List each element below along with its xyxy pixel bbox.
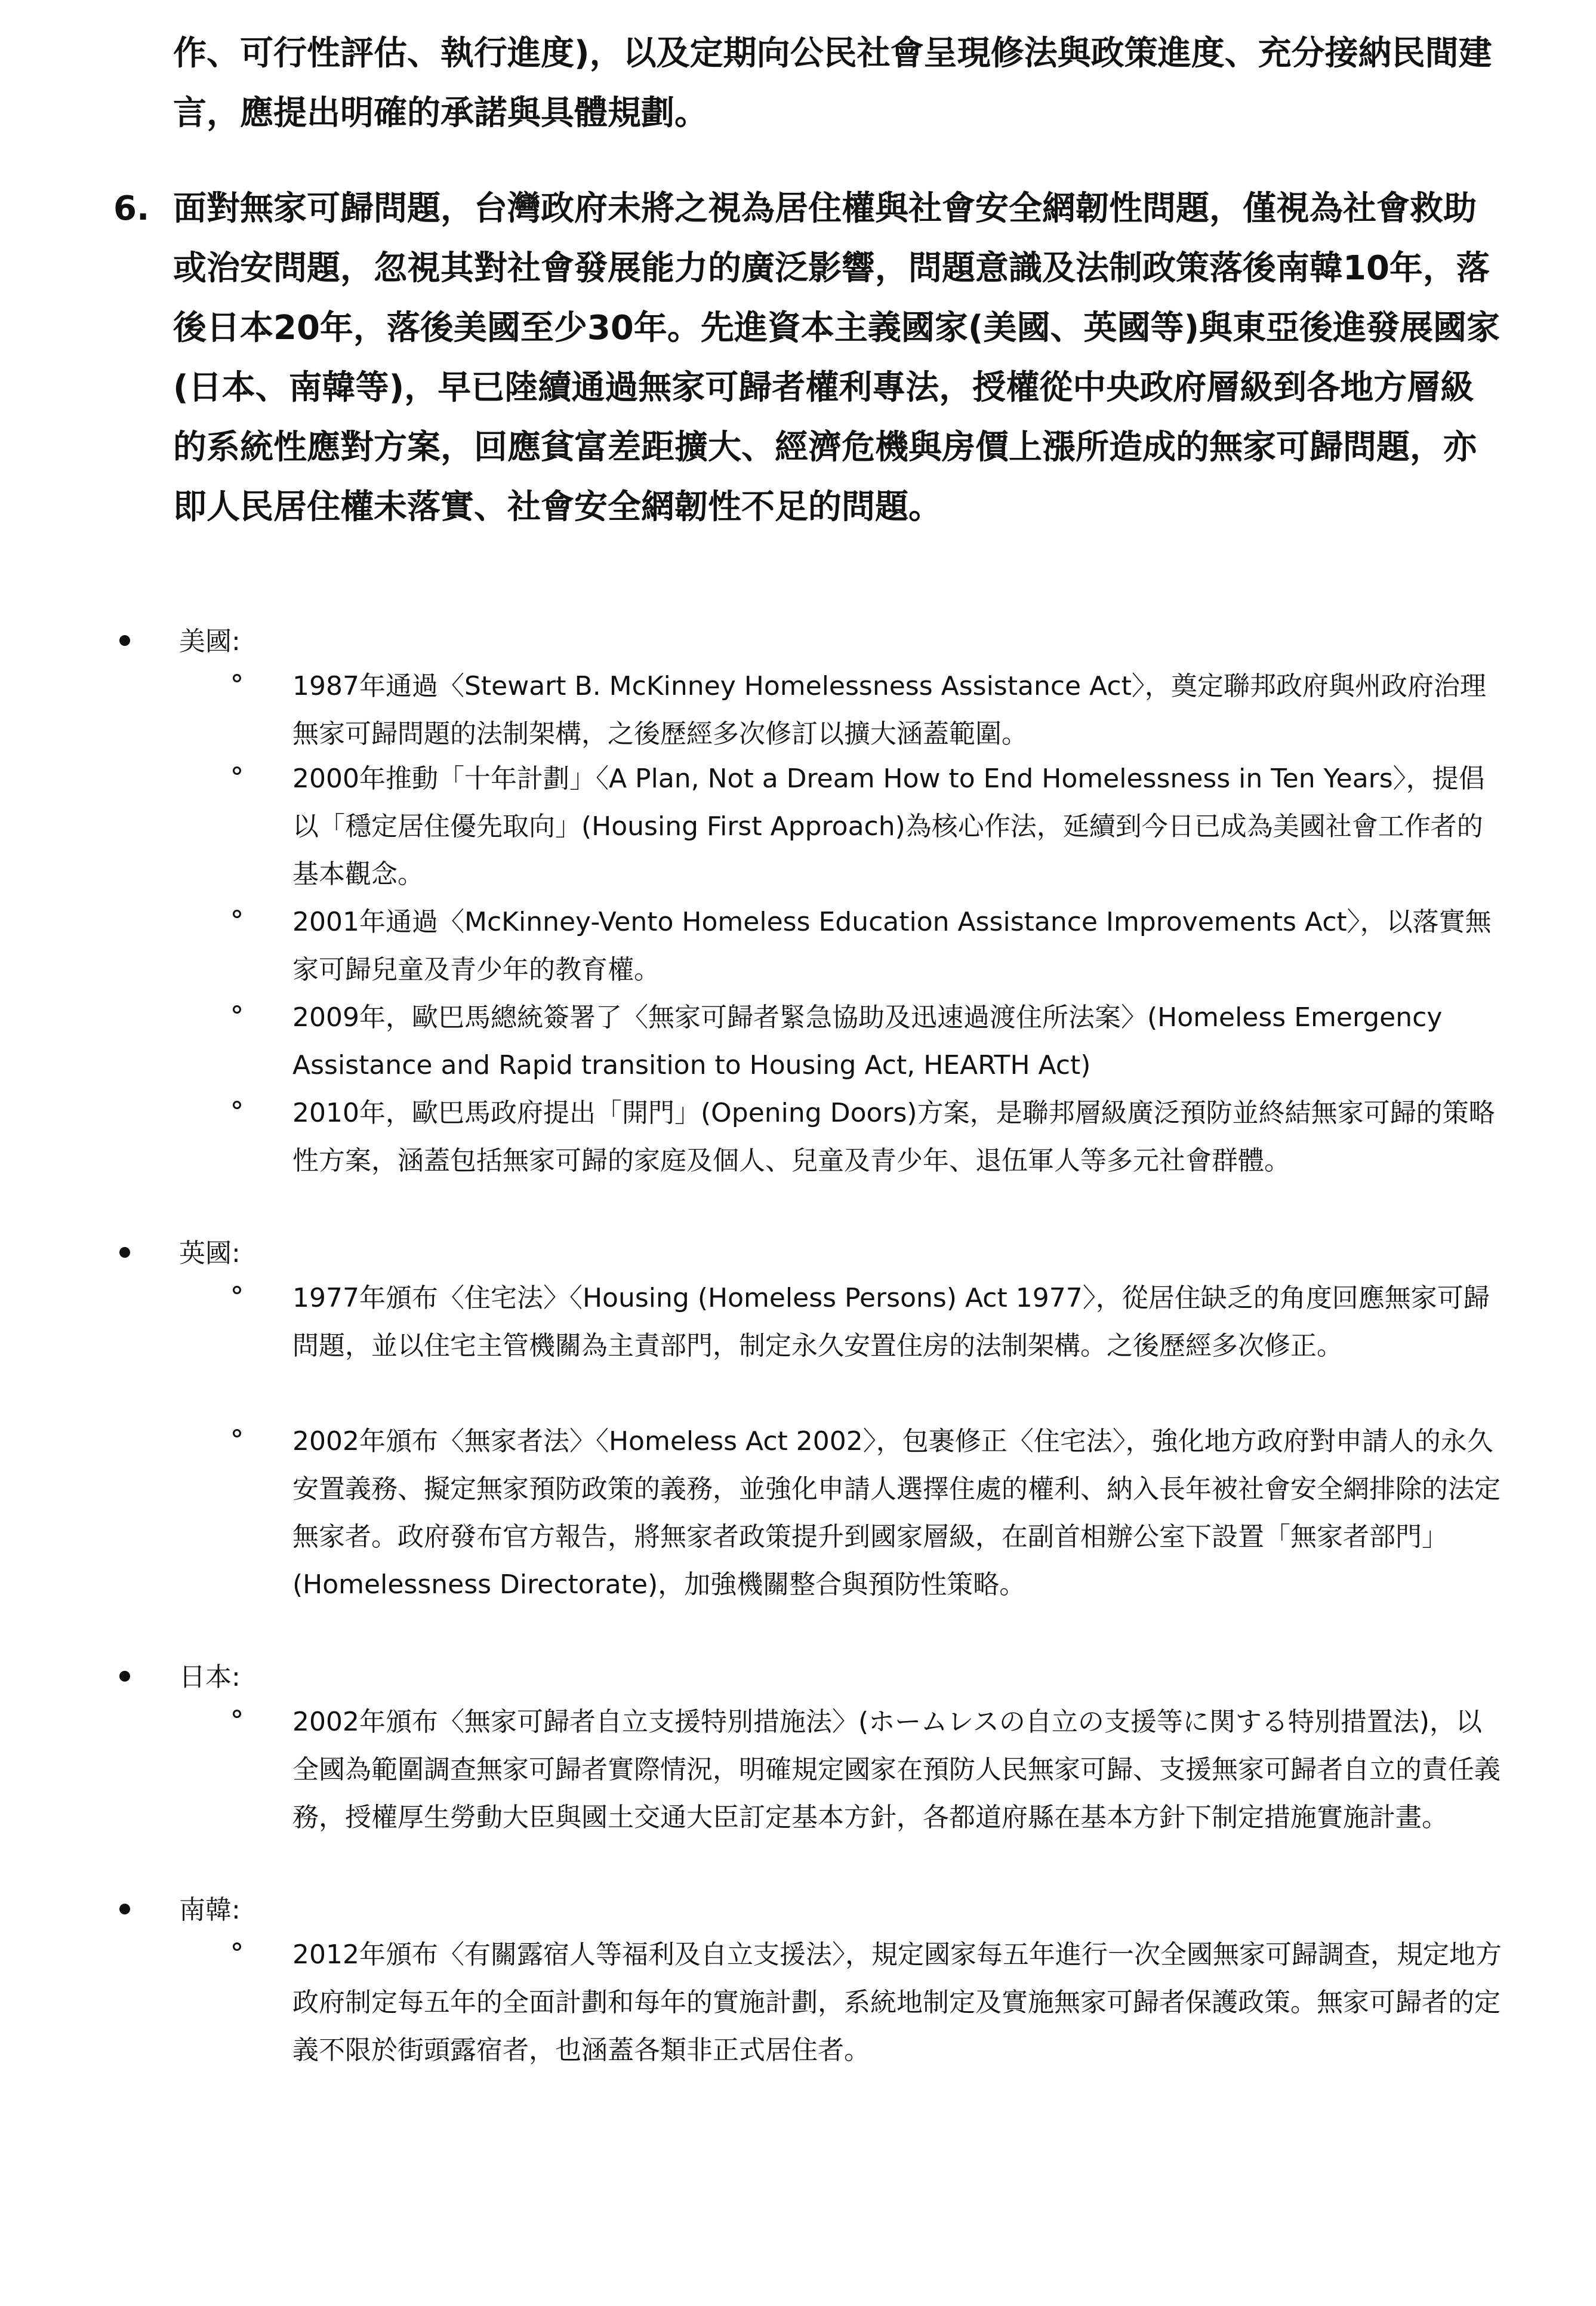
bullet-icon: [119, 1247, 130, 1258]
circle-bullet-icon: [233, 766, 241, 775]
item-number: 6.: [113, 189, 150, 228]
list-item-text: 1977年頒布〈住宅法〉〈Housing (Homeless Persons) Act 1977〉，從居住缺乏的角度回應無家可歸問題，並以住宅主管機關為主責部門，制定永久安置住房的法制架構。之後歷經多次修正。: [292, 1283, 1490, 1361]
list-item-text: 2000年推動「十年計劃」〈A Plan, Not a Dream How to End Homelessness in Ten Years〉，提倡以「穩定居住優先取向」(Housing First Approach)為核心作法，延續到今日已成為美國社會工作者的基本觀念。: [292, 763, 1485, 889]
continuation-paragraph: 作、可行性評估、執行進度)，以及定期向公民社會呈現修法與政策進度、充分接納民間建言，應提出明確的承諾與具體規劃。: [173, 34, 1492, 133]
country-name: 美國:: [179, 626, 241, 657]
circle-bullet-icon: [233, 910, 241, 918]
circle-bullet-icon: [233, 1101, 241, 1109]
list-item-text: 2001年通過〈McKinney-Vento Homeless Education Assistance Improvements Act〉，以落實無家可歸兒童及青少年的教育權。: [292, 907, 1492, 985]
circle-bullet-icon: [233, 1429, 241, 1437]
list-item-text: 2002年頒布〈無家者法〉〈Homeless Act 2002〉，包裹修正〈住宅法〉，強化地方政府對申請人的永久安置義務、擬定無家預防政策的義務，並強化申請人選擇住處的權利、納入長年被社會安全網排除的法定無家者。政府發布官方報告，將無家者政策提升到國家層級，在副首相辦公室下設置「無家者部門」(Homelessness Directorate)，加強機關整合與預防性策略。: [292, 1426, 1501, 1600]
list-item-text: 2002年頒布〈無家可歸者自立支援特別措施法〉(ホームレスの自立の支援等に関する特別措置法)，以全國為範圍調查無家可歸者實際情況，明確規定國家在預防人民無家可歸、支援無家可歸者自立的責任義務，授權厚生勞動大臣與國土交通大臣訂定基本方針，各都道府縣在基本方針下制定措施實施計畫。: [292, 1707, 1501, 1833]
circle-bullet-icon: [233, 1942, 241, 1951]
circle-bullet-icon: [233, 1286, 241, 1294]
list-item-text: 2010年，歐巴馬政府提出「開門」(Opening Doors)方案，是聯邦層級廣泛預防並終結無家可歸的策略性方案，涵蓋包括無家可歸的家庭及個人、兒童及青少年、退伍軍人等多元社會群體。: [292, 1098, 1495, 1176]
bullet-icon: [119, 1904, 130, 1914]
circle-bullet-icon: [233, 1005, 241, 1014]
country-name: 南韓:: [179, 1895, 241, 1925]
circle-bullet-icon: [233, 674, 241, 682]
list-item-text: 2009年，歐巴馬總統簽署了〈無家可歸者緊急協助及迅速過渡住所法案〉(Homeless Emergency Assistance and Rapid transition to Housing Act, HEARTH Act): [292, 1002, 1443, 1080]
country-name: 日本:: [179, 1662, 241, 1692]
circle-bullet-icon: [233, 1710, 241, 1718]
item-text: 面對無家可歸問題，台灣政府未將之視為居住權與社會安全網韌性問題，僅視為社會救助或治安問題，忽視其對社會發展能力的廣泛影響，問題意識及法制政策落後南韓10年，落後日本20年，落後美國至少30年。先進資本主義國家(美國、英國等)與東亞後進發展國家(日本、南韓等)，早已陸續通過無家可歸者權利專法，授權從中央政府層級到各地方層級的系統性應對方案，回應貧富差距擴大、經濟危機與房價上漲所造成的無家可歸問題，亦即人民居住權未落實、社會安全網韌性不足的問題。: [173, 189, 1501, 527]
country-name: 英國:: [179, 1238, 241, 1269]
bullet-icon: [119, 1671, 130, 1682]
list-item-text: 2012年頒布〈有關露宿人等福利及自立支援法〉，規定國家每五年進行一次全國無家可歸調查，規定地方政府制定每五年的全面計劃和每年的實施計劃，系統地制定及實施無家可歸者保護政策。無家可歸者的定義不限於街頭露宿者，也涵蓋各類非正式居住者。: [292, 1939, 1502, 2065]
list-item-text: 1987年通過〈Stewart B. McKinney Homelessness Assistance Act〉，奠定聯邦政府與州政府治理無家可歸問題的法制架構，之後歷經多次修訂以擴大涵蓋範圍。: [292, 671, 1486, 749]
bullet-icon: [119, 635, 130, 646]
